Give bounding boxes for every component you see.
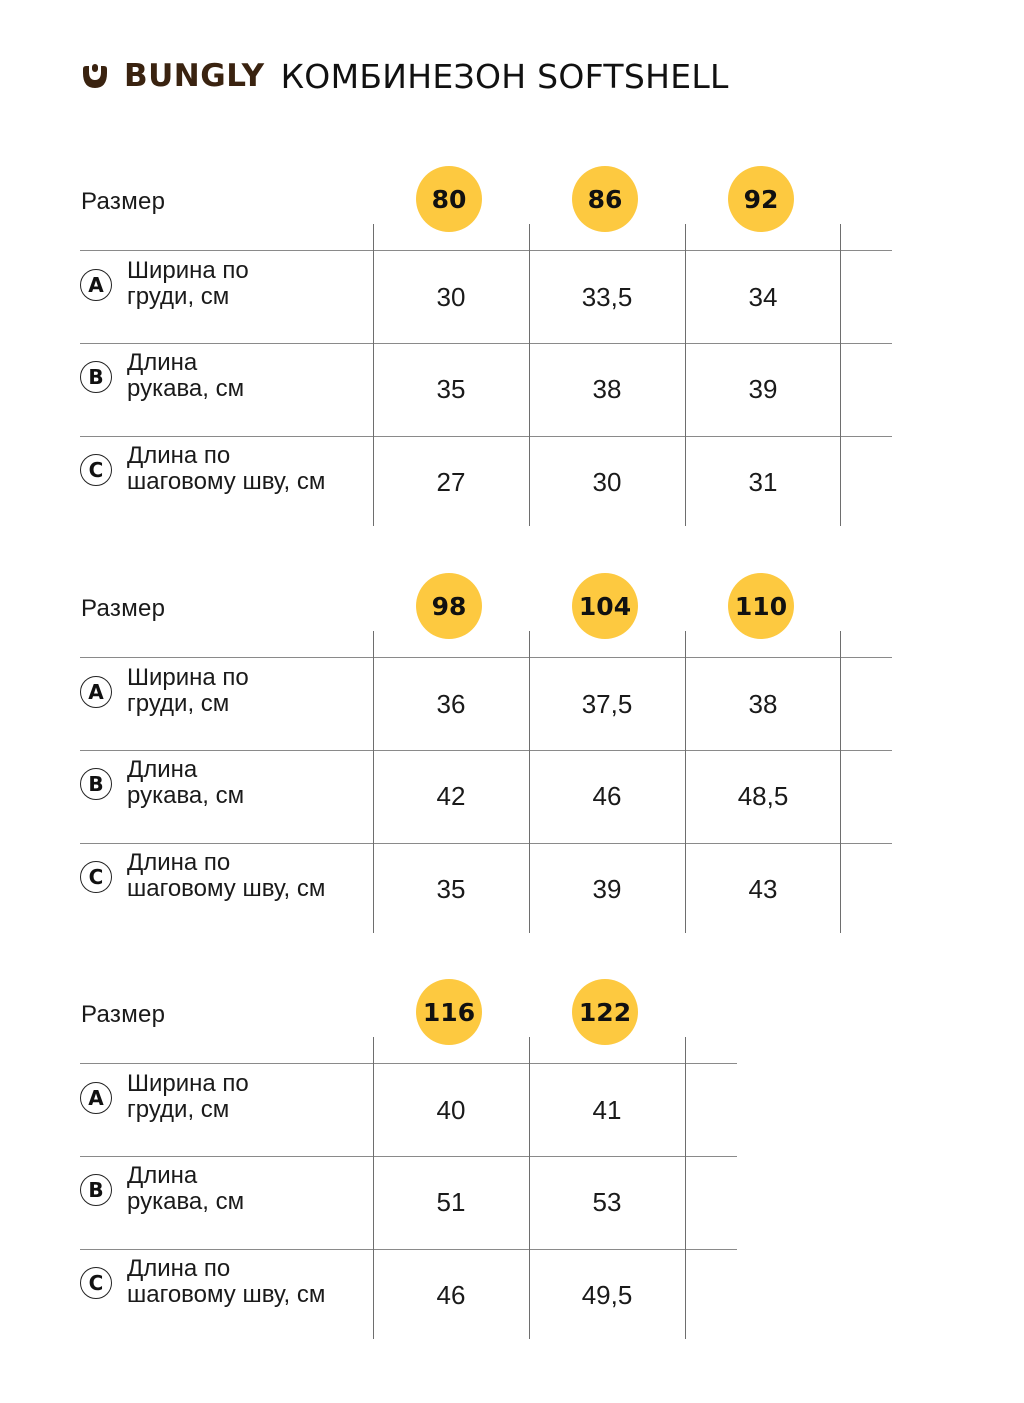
size-table-2: [0, 573, 1024, 943]
column-divider: [685, 1037, 686, 1339]
smile-cup-icon: [80, 61, 110, 91]
measure-label: Ширина по груди, см: [127, 664, 249, 717]
row-divider: [80, 1249, 737, 1250]
measure-value: 35: [436, 874, 466, 904]
row-divider: [80, 843, 892, 844]
measure-letter-a: A: [80, 1082, 112, 1114]
row-divider: [80, 250, 892, 251]
row-divider: [80, 1063, 737, 1064]
measure-value: 31: [748, 467, 778, 497]
measure-letter-b: B: [80, 768, 112, 800]
measure-letter-a: A: [80, 269, 112, 301]
size-badge: 122: [572, 979, 638, 1045]
row-divider: [80, 343, 892, 344]
size-label: Размер: [81, 188, 166, 215]
measure-value: 42: [436, 781, 466, 811]
measure-letter-b: B: [80, 1174, 112, 1206]
measure-label: Длина рукава, см: [127, 756, 245, 809]
measure-value: 48,5: [737, 781, 789, 811]
measure-value: 34: [748, 282, 778, 312]
measure-letter-b: B: [80, 361, 112, 393]
measure-letter-c: C: [80, 861, 112, 893]
measure-value: 43: [748, 874, 778, 904]
row-divider: [80, 1156, 737, 1157]
size-badge: 104: [572, 573, 638, 639]
page-title: КОМБИНЕЗОН SOFTSHELL: [280, 56, 729, 96]
measure-letter-a: A: [80, 676, 112, 708]
measure-value: 27: [436, 467, 466, 497]
header: [80, 54, 729, 98]
measure-label: Длина рукава, см: [127, 1162, 245, 1215]
measure-letter-c: C: [80, 1267, 112, 1299]
size-badge: 110: [728, 573, 794, 639]
row-divider: [80, 436, 892, 437]
size-badge: 92: [728, 166, 794, 232]
size-badge: 116: [416, 979, 482, 1045]
measure-value: 46: [592, 781, 622, 811]
measure-label: Ширина по груди, см: [127, 257, 249, 310]
row-divider: [80, 750, 892, 751]
measure-value: 49,5: [581, 1280, 633, 1310]
measure-label: Длина по шаговому шву, см: [127, 442, 326, 495]
measure-label: Длина по шаговому шву, см: [127, 849, 326, 902]
measure-value: 39: [748, 374, 778, 404]
measure-value: 36: [436, 689, 466, 719]
size-badge: 86: [572, 166, 638, 232]
measure-value: 39: [592, 874, 622, 904]
measure-value: 30: [592, 467, 622, 497]
measure-value: 30: [436, 282, 466, 312]
measure-label: Длина по шаговому шву, см: [127, 1255, 326, 1308]
measure-value: 40: [436, 1095, 466, 1125]
measure-value: 33,5: [581, 282, 633, 312]
size-table-3: [0, 979, 1024, 1349]
measure-label: Ширина по груди, см: [127, 1070, 249, 1123]
row-divider: [80, 657, 892, 658]
measure-value: 38: [748, 689, 778, 719]
measure-label: Длина рукава, см: [127, 349, 245, 402]
measure-value: 37,5: [581, 689, 633, 719]
size-badge: 80: [416, 166, 482, 232]
size-label: Размер: [81, 1001, 166, 1028]
size-table-1: [0, 166, 1024, 536]
measure-value: 41: [592, 1095, 622, 1125]
size-label: Размер: [81, 595, 166, 622]
measure-value: 46: [436, 1280, 466, 1310]
measure-value: 38: [592, 374, 622, 404]
measure-value: 35: [436, 374, 466, 404]
measure-value: 53: [592, 1187, 622, 1217]
measure-value: 51: [436, 1187, 466, 1217]
measure-letter-c: C: [80, 454, 112, 486]
size-badge: 98: [416, 573, 482, 639]
brand-name: BUNGLY: [124, 58, 265, 94]
